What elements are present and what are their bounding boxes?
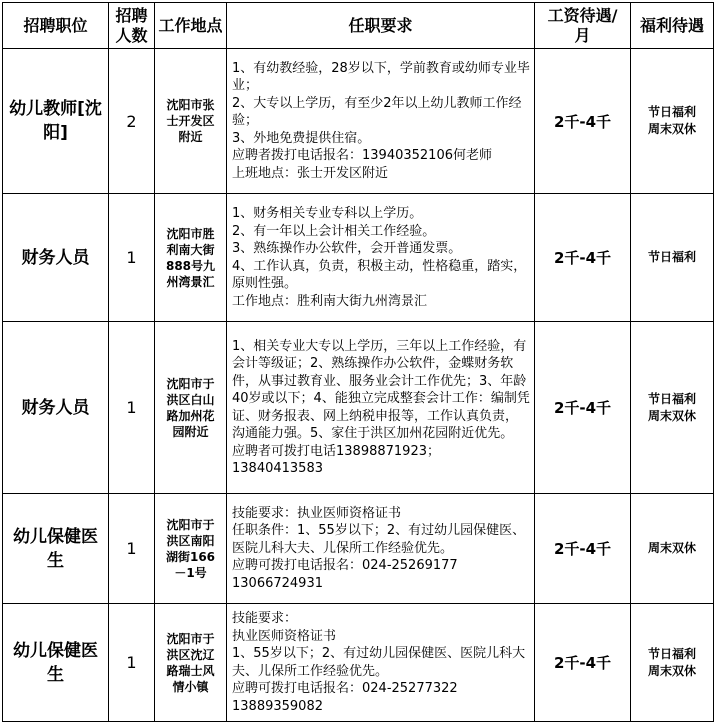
table-row	[3, 494, 714, 604]
count-cell: 1	[109, 194, 155, 322]
requirement-line: 4、工作认真，负责，积极主动，性格稳重，踏实，原则性强。	[232, 258, 527, 291]
benefits-cell	[631, 194, 714, 322]
header-location: 工作地点	[155, 3, 227, 49]
requirement-line: 应聘可拨打电话报名：024-25277322	[232, 681, 458, 696]
location-cell: 沈阳市张士开发区附近	[155, 49, 227, 194]
benefit-item: 周末双休	[647, 122, 696, 136]
requirements-cell	[227, 194, 535, 322]
salary-cell: 2千-4千	[535, 322, 631, 494]
requirements-cell	[227, 604, 535, 722]
requirement-line: 应聘者拨打电话报名：13940352106何老师	[232, 148, 492, 164]
requirements-cell	[227, 322, 535, 494]
job-listing-table	[2, 2, 714, 722]
location-cell: 沈阳市胜利南大街888号九州湾景汇	[155, 194, 227, 322]
table-row	[3, 604, 714, 722]
salary-cell: 2千-4千	[535, 194, 631, 322]
requirement-line: 1、有幼教经验，28岁以下，学前教育或幼师专业毕业；	[232, 60, 530, 94]
requirement-line: 任职条件：1、55岁以下；2、有过幼儿园保健医、医院儿科大夫、儿保所工作经验优先。	[232, 523, 526, 556]
benefits-cell	[631, 322, 714, 494]
requirement-line: 13066724931	[232, 575, 323, 591]
requirement-line: 1、财务相关专业专科以上学历。	[232, 206, 423, 221]
benefit-item: 节日福利	[647, 391, 696, 406]
requirement-line: 1、相关专业大专以上学历，三年以上工作经验，有会计等级证；2、熟练操作办公软件，金蝶财务软件，从事过教育业、服务业会计工作优先；3、年龄40岁或以下；4、能独立完成整套会计工作：编制凭证、财务报表、网上纳税申报等，工作认真负责，沟通能力强。5、家住于洪区加州花园附近优先。	[232, 338, 530, 441]
header-requirements: 任职要求	[227, 3, 535, 49]
count-cell: 1	[109, 322, 155, 494]
requirement-line: 13889359082	[232, 698, 323, 714]
count-cell: 1	[109, 604, 155, 722]
requirement-line: 2、有一年以上会计相关工作经验。	[232, 223, 436, 239]
requirement-line: 上班地点：张士开发区附近	[232, 165, 389, 181]
header-count: 招聘人数	[109, 3, 155, 49]
count-cell: 1	[109, 494, 155, 604]
requirement-line: 2、大专以上学历，有至少2年以上幼儿教师工作经验；	[232, 95, 522, 129]
table-row	[3, 49, 714, 194]
header-row	[3, 3, 714, 49]
salary-cell: 2千-4千	[535, 604, 631, 722]
benefit-item: 节日福利	[647, 105, 696, 119]
header-benefits: 福利待遇	[631, 3, 714, 49]
position-cell: 幼儿保健医生	[3, 604, 109, 722]
location-cell: 沈阳市于洪区白山路加州花园附近	[155, 322, 227, 494]
header-position: 招聘职位	[3, 3, 109, 49]
table-row	[3, 322, 714, 494]
position-cell: 幼儿教师[沈阳]	[3, 49, 109, 194]
header-salary: 工资待遇/月	[535, 3, 631, 49]
benefits-cell	[631, 49, 714, 194]
requirements-cell	[227, 49, 535, 194]
location-cell: 沈阳市于洪区南阳湖街166－1号	[155, 494, 227, 604]
requirement-line: 应聘者可拨打电话13898871923；13840413583	[232, 443, 440, 476]
table-row	[3, 194, 714, 322]
location-cell: 沈阳市于洪区沈辽路瑞士风情小镇	[155, 604, 227, 722]
position-cell: 财务人员	[3, 322, 109, 494]
requirement-line: 执业医师资格证书	[232, 628, 337, 644]
position-cell: 财务人员	[3, 194, 109, 322]
benefit-item: 周末双休	[647, 541, 696, 555]
benefit-item: 周末双休	[647, 408, 696, 423]
salary-cell: 2千-4千	[535, 49, 631, 194]
requirement-line: 应聘可拨打电话报名：024-25269177	[232, 558, 458, 574]
requirements-cell	[227, 494, 535, 604]
requirement-line: 3、外地免费提供住宿。	[232, 130, 371, 146]
requirement-line: 1、55岁以下；2、有过幼儿园保健医、医院儿科大夫、儿保所工作经验优先。	[232, 646, 526, 679]
benefit-item: 节日福利	[647, 250, 696, 264]
requirement-line: 技能要求：执业医师资格证书	[232, 505, 402, 521]
requirement-line: 技能要求：	[232, 611, 298, 626]
count-cell: 2	[109, 49, 155, 194]
benefit-item: 节日福利	[647, 646, 696, 661]
position-cell: 幼儿保健医生	[3, 494, 109, 604]
requirement-line: 工作地点：胜利南大街九州湾景汇	[232, 293, 428, 309]
requirement-line: 3、熟练操作办公软件，会开普通发票。	[232, 241, 462, 256]
benefits-cell	[631, 604, 714, 722]
benefits-cell	[631, 494, 714, 604]
salary-cell: 2千-4千	[535, 494, 631, 604]
benefit-item: 周末双休	[647, 663, 696, 678]
